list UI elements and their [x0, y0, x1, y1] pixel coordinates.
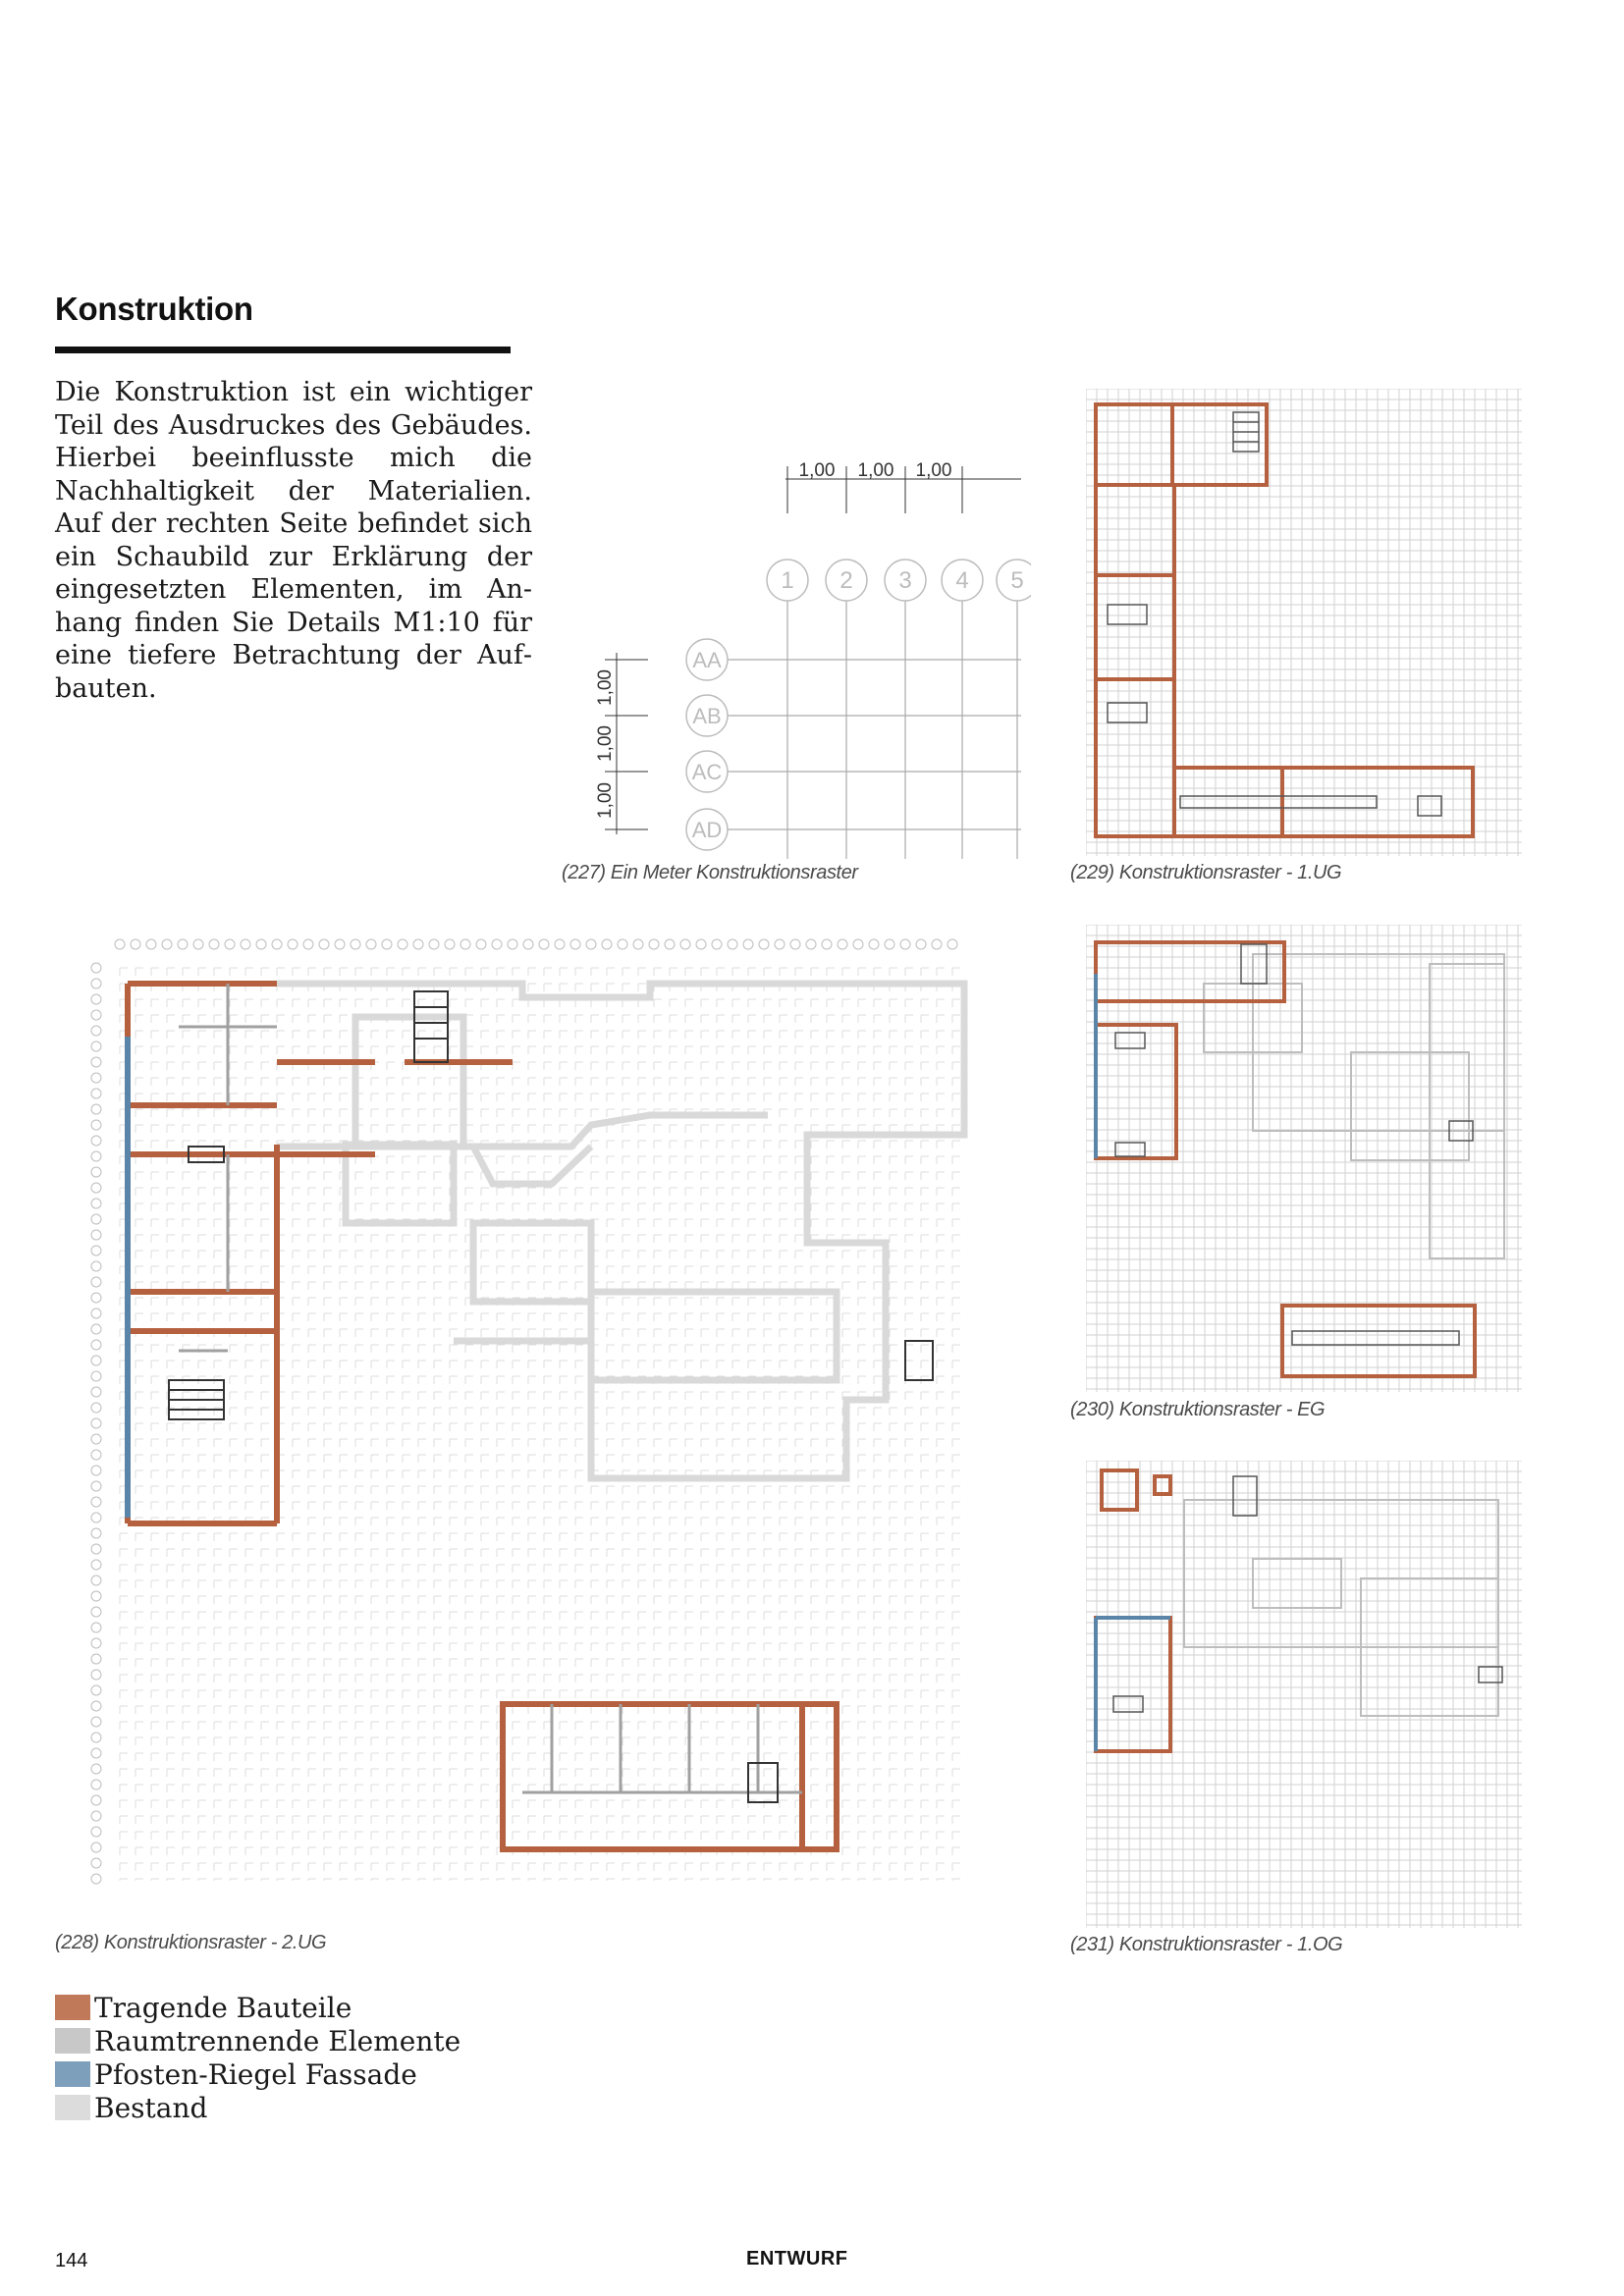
svg-text:4: 4 [955, 567, 969, 594]
legend [55, 1991, 460, 2124]
dimension-label: 1,00 [595, 725, 616, 762]
grid-column-bubble [942, 560, 983, 601]
svg-text:3: 3 [898, 567, 912, 594]
legend-swatch [55, 1995, 90, 2020]
grid-column-bubble [885, 560, 926, 601]
plan-1og [1086, 1461, 1522, 1928]
svg-text:1: 1 [781, 567, 794, 594]
plan-2ug [81, 929, 984, 1900]
svg-text:5: 5 [1010, 567, 1024, 594]
dimension-label: 1,00 [857, 460, 894, 481]
dimension-label: 1,00 [595, 669, 616, 706]
plan-1ug [1086, 389, 1522, 856]
svg-text:AC: AC [691, 760, 723, 784]
svg-text:2: 2 [839, 567, 853, 594]
footer-section-label: ENTWURF [746, 2248, 848, 2269]
dimension-label: 1,00 [595, 782, 616, 819]
grid-row-bubble [686, 695, 728, 736]
dimension-label: 1,00 [915, 460, 952, 481]
one-meter-grid-diagram [550, 456, 1031, 869]
legend-label: Tragende Bauteile [94, 1991, 352, 2024]
legend-swatch [55, 2095, 90, 2120]
legend-label: Bestand [94, 2091, 208, 2124]
svg-text:AB: AB [692, 704, 722, 728]
plan-eg [1086, 925, 1522, 1392]
fig231-caption: (231) Konstruktionsraster - 1.OG [1070, 1934, 1343, 1955]
fig228-caption: (228) Konstruktionsraster - 2.UG [55, 1932, 327, 1953]
grid-column-bubble [826, 560, 867, 601]
grid-row-bubble [686, 751, 728, 792]
grid-row-bubble [686, 639, 728, 680]
legend-item [55, 2057, 460, 2091]
dimension-label: 1,00 [798, 460, 836, 481]
legend-swatch [55, 2061, 90, 2087]
page-number: 144 [55, 2250, 88, 2271]
fig230-caption: (230) Konstruktionsraster - EG [1070, 1399, 1326, 1420]
grid-column-bubble [997, 560, 1031, 601]
heading-rule [55, 347, 511, 353]
grid-row-bubble [686, 809, 728, 850]
fig227-caption: (227) Ein Meter Konstruktionsraster [562, 862, 858, 883]
legend-item [55, 2091, 460, 2124]
grid-column-bubble [767, 560, 808, 601]
section-body-text: Die Konstruktion ist ein wichtiger Teil des Ausdruckes des Gebäudes. Hierbei beeinflusste mich die Nachhaltigkeit der Materialien. Auf der rechten Seite befindet sich ein Schaubild zur Erklärung der eingesetzten Elementen, im Anhang finden Sie Details M1:10 für eine tiefere Betrachtung der Aufbauten. [55, 377, 532, 704]
legend-item [55, 2024, 460, 2057]
legend-label: Pfosten-Riegel Fassade [94, 2057, 417, 2091]
section-heading: Konstruktion [55, 291, 253, 327]
svg-text:AD: AD [691, 818, 723, 842]
legend-swatch [55, 2028, 90, 2054]
svg-text:AA: AA [692, 648, 722, 672]
legend-item [55, 1991, 460, 2024]
legend-label: Raumtrennende Elemente [94, 2024, 461, 2057]
fig229-caption: (229) Konstruktionsraster - 1.UG [1070, 862, 1342, 883]
